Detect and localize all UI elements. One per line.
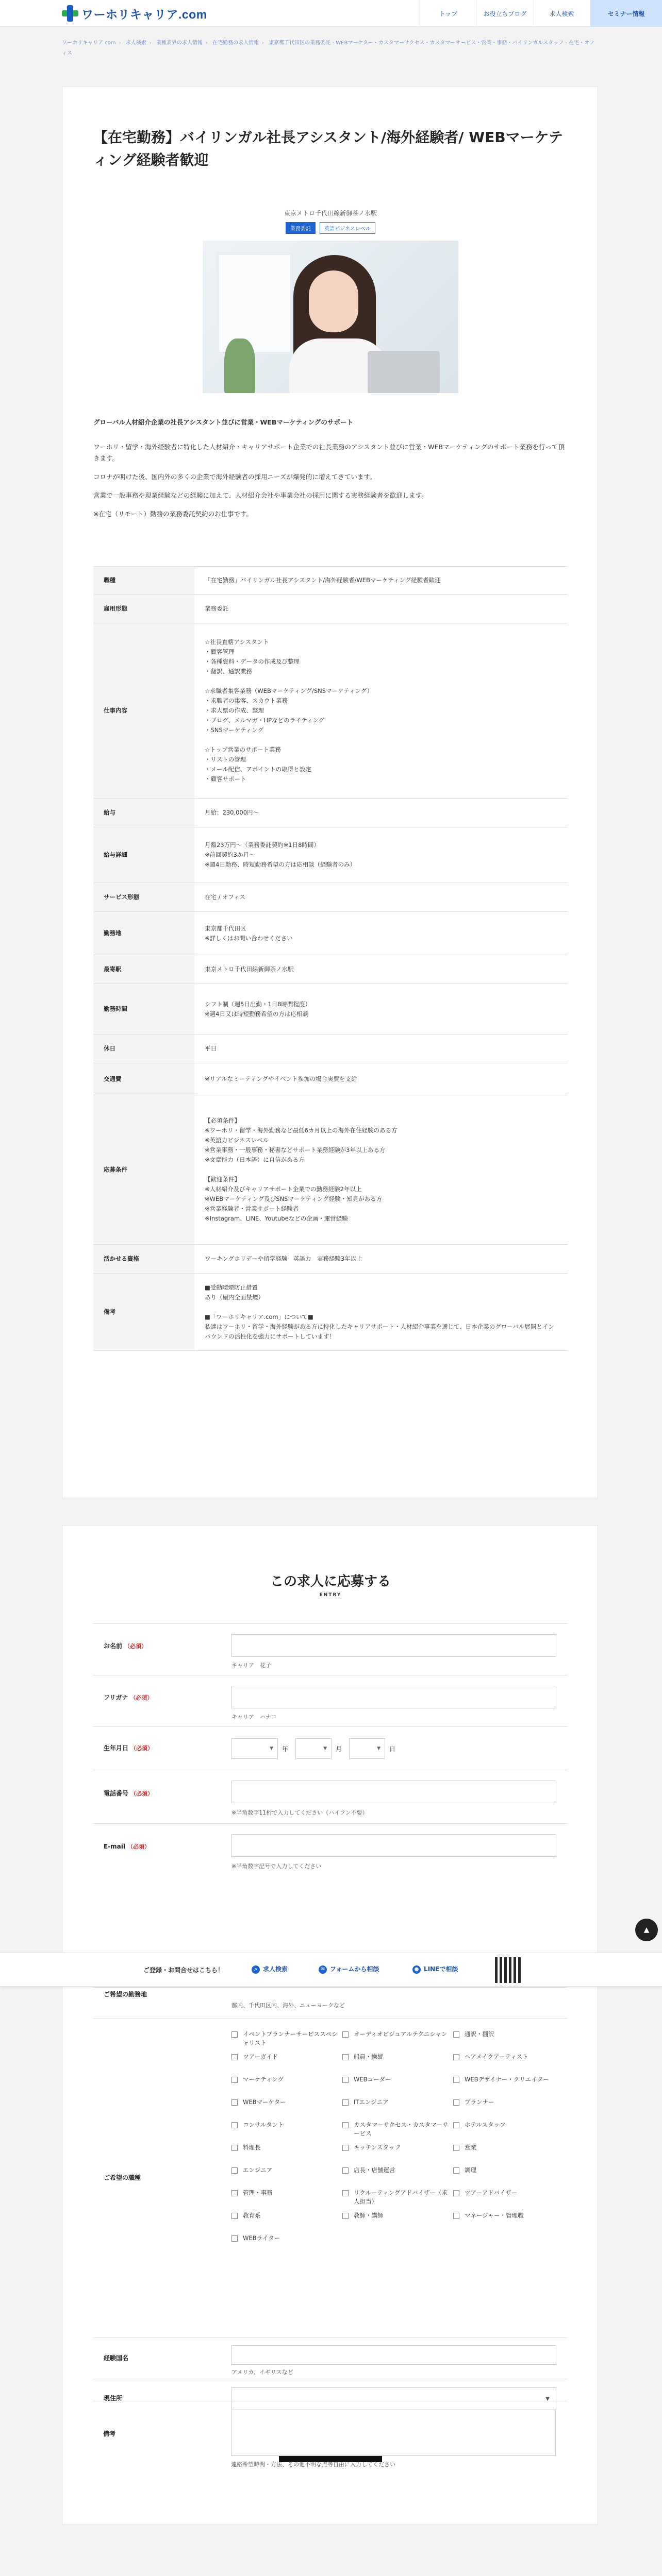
form-row-birth bbox=[93, 1726, 568, 1770]
mail-icon: ✉ bbox=[319, 1965, 327, 1974]
checkbox-box[interactable] bbox=[342, 2145, 349, 2151]
country-label: 経験国名 bbox=[104, 2354, 129, 2362]
checkbox-label: イベントプランナーサービススペシャリスト bbox=[243, 2030, 338, 2046]
checkbox-label: 店長・店舗運営 bbox=[354, 2166, 395, 2174]
note-textarea[interactable] bbox=[231, 2410, 556, 2456]
chevron-down-icon: ▼ bbox=[323, 1746, 327, 1751]
checkbox-box[interactable] bbox=[231, 2054, 238, 2060]
job-type-checkbox[interactable] bbox=[453, 2030, 561, 2039]
intro-paragraph: コロナが明けた後、国内外の多くの企業で海外経験者の採用ニーズが爆発的に増えてきています。 bbox=[93, 473, 376, 481]
checkbox-label: ツアーアドバイザー bbox=[465, 2189, 518, 2196]
job-type-checkbox[interactable] bbox=[231, 2053, 340, 2061]
chevron-down-icon: ▼ bbox=[270, 1746, 273, 1751]
tag-employment-type: 業務委託 bbox=[286, 222, 316, 234]
logo-cross-icon bbox=[62, 5, 78, 22]
breadcrumb-current: 東京都千代田区の業務委託 - WEBマーケター・カスタマーサクセス・カスタマーサービス・営業・事務・バイリンガルスタッフ - 在宅・オフィス bbox=[62, 40, 594, 56]
table-row bbox=[93, 912, 568, 955]
qr-code-icon bbox=[495, 1957, 521, 1983]
birth-year-select[interactable] bbox=[231, 1738, 278, 1759]
row-key: 休日 bbox=[93, 1035, 194, 1063]
site-logo[interactable] bbox=[62, 5, 207, 22]
form-row-tel bbox=[93, 1770, 568, 1823]
checkbox-label: 船員・操縦 bbox=[354, 2053, 384, 2060]
breadcrumb-item[interactable]: 業種業界の求人情報 bbox=[156, 40, 203, 46]
intro-lead: グローバル人材紹介企業の社長アシスタント並びに営業・WEBマーケティングのサポート bbox=[93, 418, 353, 426]
job-type-checkbox[interactable] bbox=[231, 2211, 340, 2220]
job-info-table bbox=[93, 566, 568, 1351]
tel-note: ※半角数字11桁で入力してください（ハイフン不要） bbox=[231, 1809, 368, 1816]
checkbox-box[interactable] bbox=[231, 2190, 238, 2196]
job-type-checkbox[interactable] bbox=[453, 2075, 561, 2084]
table-row bbox=[93, 1274, 568, 1351]
contact-line-link[interactable]: ● LINEで相談 bbox=[412, 1964, 458, 1974]
checkbox-label: コンサルタント bbox=[243, 2121, 284, 2128]
checkbox-label: ツアーガイド bbox=[243, 2053, 278, 2060]
email-note: ※半角数字記号で入力してください bbox=[231, 1863, 322, 1870]
checkbox-box[interactable] bbox=[231, 2167, 238, 2174]
row-value: 月給：230,000円～ bbox=[194, 799, 568, 827]
note-label: 備考 bbox=[103, 2430, 116, 2437]
checkbox-box[interactable] bbox=[453, 2031, 459, 2038]
checkbox-box[interactable] bbox=[342, 2213, 349, 2219]
day-unit: 日 bbox=[389, 1745, 396, 1753]
checkbox-box[interactable] bbox=[231, 2099, 238, 2106]
tag-english-level: 英語ビジネスレベル bbox=[320, 222, 375, 234]
checkbox-label: マネージャー・管理職 bbox=[465, 2212, 524, 2219]
job-type-checkbox[interactable] bbox=[231, 2166, 340, 2175]
job-type-checkbox[interactable] bbox=[231, 2075, 340, 2084]
birth-day-select[interactable] bbox=[349, 1738, 385, 1759]
nav-blog[interactable]: お役立ちブログ bbox=[476, 0, 533, 27]
chat-icon: ● bbox=[412, 1965, 421, 1974]
row-key: 交通費 bbox=[93, 1063, 194, 1095]
row-value: 在宅 / オフィス bbox=[194, 883, 568, 912]
job-intro bbox=[93, 417, 568, 527]
email-label: E-mail （必須） bbox=[104, 1843, 151, 1850]
job-type-checkbox[interactable] bbox=[453, 2053, 561, 2061]
logo-text: ワーホリキャリア.com bbox=[81, 7, 207, 21]
tel-input[interactable] bbox=[231, 1781, 556, 1803]
job-type-checkbox[interactable] bbox=[453, 2166, 561, 2175]
table-row bbox=[93, 955, 568, 984]
kana-example: キャリア ハナコ bbox=[231, 1714, 277, 1720]
area-label: ご希望の勤務地 bbox=[104, 1991, 147, 1998]
apply-subheading: ENTRY bbox=[319, 1592, 342, 1598]
job-type-checkbox[interactable] bbox=[453, 2211, 561, 2220]
job-type-checkbox[interactable] bbox=[231, 2234, 340, 2243]
birth-label: 生年月日 （必須） bbox=[104, 1744, 154, 1752]
checkbox-label: プランナー bbox=[465, 2098, 494, 2106]
checkbox-label: キッチンスタッフ bbox=[354, 2144, 401, 2151]
job-type-checkbox[interactable] bbox=[231, 2121, 340, 2129]
job-type-checkbox[interactable] bbox=[342, 2053, 451, 2061]
note-hint: 連絡希望時間・方法、その他不明な点等自由に入力してください bbox=[231, 2461, 395, 2468]
birth-month-select[interactable] bbox=[295, 1738, 332, 1759]
checkbox-box[interactable] bbox=[342, 2031, 349, 2038]
checkbox-label: 管理・事務 bbox=[243, 2189, 273, 2196]
job-type-checkbox[interactable] bbox=[453, 2121, 561, 2129]
checkbox-box[interactable] bbox=[453, 2054, 459, 2060]
checkbox-box[interactable] bbox=[231, 2213, 238, 2219]
row-value: ☆社長直轄アシスタント ・顧客管理 ・各種資料・データの作成及び整理 ・翻訳、通訳業務 ☆求職者集客業務（WEBマーケティング/SNSマーケティング） ・求職者の集客、スカウト業務 ・求人票の作成、整理 ・ブログ、メルマガ・HPなどのライティング ・SNSマーケティング ☆トップ営業のサポート業務 ・リストの管理 ・メール配信、アポイントの取得と設定 ・顧客サポート bbox=[194, 623, 568, 799]
nav-seminar[interactable]: セミナー情報 bbox=[590, 0, 662, 27]
job-tags bbox=[62, 222, 599, 234]
job-type-checkbox[interactable] bbox=[453, 2143, 561, 2152]
chevron-down-icon: ▼ bbox=[545, 2396, 550, 2402]
row-key: 備考 bbox=[93, 1274, 194, 1351]
checkbox-label: オーディオビジュアルテクニシャン bbox=[354, 2030, 448, 2038]
form-row-email bbox=[93, 1823, 568, 1875]
breadcrumb-item[interactable]: 求人検索 bbox=[125, 40, 146, 46]
job-type-checkbox[interactable] bbox=[342, 2098, 451, 2107]
row-value: シフト制（週5日出勤・1日8時間程度） ※週4日又は時短勤務希望の方は応相談 bbox=[194, 984, 568, 1035]
checkbox-box[interactable] bbox=[453, 2122, 459, 2128]
checkbox-box[interactable] bbox=[342, 2099, 349, 2106]
row-value: 月額23万円～（業務委託契約※1日8時間） ※前回契約3か月～ ※週4日勤務、時短勤務希望の方は応相談（経験者のみ） bbox=[194, 827, 568, 883]
form-row-kana bbox=[93, 1675, 568, 1726]
table-row bbox=[93, 1063, 568, 1095]
row-value: ■受動喫煙防止措置 あり（屋内全面禁煙） ■「ワーホリキャリア.com」について■ 私達はワーホリ・留学・海外経験がある方に特化したキャリアサポート・人材紹介事業を通じて、日本企業のグローバル展開とインバウンドの活性化を強力にサポートしています！ bbox=[194, 1274, 568, 1351]
checkbox-box[interactable] bbox=[453, 2145, 459, 2151]
checkbox-box[interactable] bbox=[342, 2167, 349, 2174]
job-type-checkbox[interactable] bbox=[231, 2143, 340, 2152]
checkbox-box[interactable] bbox=[453, 2213, 459, 2219]
table-row bbox=[93, 567, 568, 595]
table-row bbox=[93, 883, 568, 912]
row-key: 給与 bbox=[93, 799, 194, 827]
row-key: 応募条件 bbox=[93, 1095, 194, 1245]
row-value: 平日 bbox=[194, 1035, 568, 1063]
form-row-name bbox=[93, 1623, 568, 1675]
row-key: 仕事内容 bbox=[93, 623, 194, 799]
row-key: 雇用形態 bbox=[93, 595, 194, 623]
contact-bar bbox=[0, 1953, 662, 1987]
row-value: 「在宅勤務」バイリンガル社長アシスタント/海外経験者/WEBマーケティング経験者歓迎 bbox=[194, 567, 568, 595]
job-type-checkbox[interactable] bbox=[342, 2121, 451, 2138]
checkbox-box[interactable] bbox=[342, 2122, 349, 2128]
checkbox-label: 調理 bbox=[465, 2166, 476, 2174]
main-nav bbox=[420, 0, 662, 27]
checkbox-box[interactable] bbox=[231, 2235, 238, 2242]
checkbox-label: WEBコーダー bbox=[354, 2076, 391, 2083]
job-type-checkbox[interactable] bbox=[342, 2143, 451, 2152]
table-row bbox=[93, 1245, 568, 1274]
row-key: 活かせる資格 bbox=[93, 1245, 194, 1274]
checkbox-label: WEBライター bbox=[243, 2234, 280, 2242]
name-label: お名前 （必須） bbox=[104, 1642, 147, 1650]
row-value: ※リアルなミーティングやイベント参加の場合実費を支給 bbox=[194, 1063, 568, 1095]
job-type-checkbox[interactable] bbox=[231, 2189, 340, 2197]
breadcrumb-item[interactable]: 在宅勤務の求人情報 bbox=[212, 40, 259, 46]
row-key: 勤務地 bbox=[93, 912, 194, 955]
table-row bbox=[93, 623, 568, 799]
intro-paragraph: ワーホリ・留学・海外経験者に特化した人材紹介・キャリアサポート企業での社長業務のアシスタント並びに営業・WEBマーケティングのサポート業務を行って頂きます。 bbox=[93, 443, 565, 462]
checkbox-box[interactable] bbox=[342, 2077, 349, 2083]
checkbox-label: 教師・講師 bbox=[354, 2212, 384, 2219]
country-input[interactable] bbox=[231, 2345, 556, 2365]
email-input[interactable] bbox=[231, 1834, 556, 1857]
job-title: 【在宅勤務】バイリンガル社長アシスタント/海外経験者/ WEBマーケティング経験者歓迎 bbox=[93, 129, 564, 168]
table-row bbox=[93, 1095, 568, 1245]
chevron-down-icon: ▼ bbox=[377, 1746, 380, 1751]
form-row-country bbox=[93, 2337, 568, 2379]
job-type-checkbox[interactable] bbox=[342, 2189, 451, 2206]
table-row bbox=[93, 595, 568, 623]
apply-heading: この求人に応募する bbox=[270, 1574, 391, 1589]
name-example: キャリア 花子 bbox=[231, 1662, 271, 1669]
tel-label: 電話番号 （必須） bbox=[104, 1790, 154, 1797]
job-type-checkbox[interactable] bbox=[342, 2166, 451, 2175]
checkbox-label: WEBマーケター bbox=[243, 2098, 286, 2106]
checkbox-box[interactable] bbox=[453, 2099, 459, 2106]
job-type-checkbox[interactable] bbox=[342, 2211, 451, 2220]
form-row-note bbox=[93, 2401, 567, 2471]
year-unit: 年 bbox=[282, 1745, 289, 1753]
search-icon: ⌕ bbox=[252, 1965, 260, 1974]
checkbox-label: カスタマーサクセス・カスタマーサービス bbox=[354, 2121, 449, 2137]
checkbox-label: WEBデザイナー・クリエイター bbox=[465, 2076, 549, 2083]
address-label: 現住所 bbox=[104, 2395, 123, 2402]
intro-paragraph: 営業で一般事務や現業経験などの経験に加えて、人材紹介会社や事業会社の採用に関する実務経験者を歓迎します。 bbox=[93, 492, 428, 499]
contact-form-link[interactable]: ✉ フォームから相談 bbox=[319, 1964, 379, 1974]
checkbox-label: 営業 bbox=[465, 2144, 476, 2151]
checkbox-label: ヘアメイクアーティスト bbox=[465, 2053, 528, 2060]
table-row bbox=[93, 1035, 568, 1063]
row-key: 職種 bbox=[93, 567, 194, 595]
intro-paragraph: ※在宅（リモート）勤務の業務委託契約のお仕事です。 bbox=[93, 510, 253, 518]
form-row-area bbox=[93, 1987, 568, 2018]
job-detail-card bbox=[62, 87, 598, 1498]
job-type-checkbox[interactable] bbox=[453, 2189, 561, 2197]
checkbox-box[interactable] bbox=[453, 2167, 459, 2174]
job-type-checkbox[interactable] bbox=[453, 2098, 561, 2107]
job-location: 東京メトロ千代田線新御茶ノ水駅 bbox=[284, 210, 377, 217]
checkbox-label: 通訳・翻訳 bbox=[465, 2030, 494, 2038]
arrow-up-icon: ▲ bbox=[643, 1926, 650, 1934]
breadcrumb: ワーホリキャリア.com › 求人検索 › 業種業界の求人情報 › 在宅勤務の求人情報 › 東京都千代田区の業務委託 - WEBマーケター・カスタマーサクセス・カスタマーサービス・営業・事務・バイリンガルスタッフ - 在宅・オフィス bbox=[62, 40, 594, 56]
checkbox-box[interactable] bbox=[231, 2122, 238, 2128]
row-key: 最寄駅 bbox=[93, 955, 194, 984]
job-photo bbox=[203, 241, 458, 393]
row-key: 給与詳細 bbox=[93, 827, 194, 883]
breadcrumb-item[interactable]: ワーホリキャリア.com bbox=[62, 40, 116, 46]
table-row bbox=[93, 827, 568, 883]
checkbox-label: 教育系 bbox=[243, 2212, 261, 2219]
row-value: 東京都千代田区 ※詳しくはお問い合わせください bbox=[194, 912, 568, 955]
checkbox-label: ホテルスタッフ bbox=[465, 2121, 506, 2128]
row-key: サービス形態 bbox=[93, 883, 194, 912]
table-row bbox=[93, 799, 568, 827]
nav-job-search[interactable]: 求人検索 bbox=[533, 0, 590, 27]
job-type-checkbox[interactable] bbox=[231, 2030, 340, 2047]
contact-job-search-link[interactable]: ⌕ 求人検索 bbox=[252, 1964, 288, 1974]
row-value: ワーキングホリデーや留学経験 英語力 実務経験3年以上 bbox=[194, 1245, 568, 1274]
checkbox-box[interactable] bbox=[342, 2190, 349, 2196]
row-value: 業務委託 bbox=[194, 595, 568, 623]
job-type-checkbox[interactable] bbox=[342, 2075, 451, 2084]
nav-top[interactable]: トップ bbox=[420, 0, 476, 27]
kana-input[interactable] bbox=[231, 1686, 556, 1708]
checkbox-label: マーケティング bbox=[243, 2076, 284, 2083]
row-key: 勤務時間 bbox=[93, 984, 194, 1035]
checkbox-box[interactable] bbox=[453, 2190, 459, 2196]
apply-form bbox=[62, 1525, 598, 2524]
form-row-job bbox=[93, 2018, 568, 2337]
kana-label: フリガナ （必須） bbox=[104, 1694, 153, 1701]
month-unit: 月 bbox=[336, 1745, 342, 1753]
checkbox-label: エンジニア bbox=[243, 2166, 273, 2174]
checkbox-label: ITエンジニア bbox=[354, 2098, 389, 2106]
area-note: 都内、千代田区内、海外、ニューヨークなど bbox=[231, 2002, 345, 2009]
job-label: ご希望の職種 bbox=[104, 2174, 141, 2181]
contact-bar-text: ご登録・お問合せはこちら！ bbox=[143, 1967, 224, 1974]
checkbox-label: リクルーティングアドバイザー（求人担当） bbox=[354, 2189, 448, 2205]
checkbox-box[interactable] bbox=[231, 2031, 238, 2038]
job-type-checkbox[interactable] bbox=[342, 2030, 451, 2039]
checkbox-box[interactable] bbox=[453, 2077, 459, 2083]
checkbox-box[interactable] bbox=[231, 2145, 238, 2151]
name-input[interactable] bbox=[231, 1634, 556, 1657]
checkbox-label: 料理長 bbox=[243, 2144, 261, 2151]
table-row bbox=[93, 984, 568, 1035]
scroll-top-button[interactable] bbox=[635, 1919, 658, 1941]
job-type-checkbox[interactable] bbox=[231, 2098, 340, 2107]
country-note: アメリカ、イギリスなど bbox=[231, 2369, 293, 2376]
site-header bbox=[0, 0, 662, 27]
checkbox-box[interactable] bbox=[342, 2054, 349, 2060]
checkbox-box[interactable] bbox=[231, 2077, 238, 2083]
row-value: 東京メトロ千代田線新御茶ノ水駅 bbox=[194, 955, 568, 984]
row-value: 【必須条件】 ※ワーホリ・留学・海外勤務など最低6カ月以上の海外在住経験のある方 ※英語力ビジネスレベル ※営業事務・一般事務・秘書などサポート業務経験が3年以上ある方 ※文章能力（日本語）に自信がある方 【歓迎条件】 ※人材紹介及びキャリアサポート企業での勤務経験2年以上 ※WEBマーケティング及びSNSマーケティング経験・知見がある方 ※営業経験者・営業サポート経験者 ※Instagram、LINE、Youtubeなどの企画・運営経験 bbox=[194, 1095, 568, 1245]
